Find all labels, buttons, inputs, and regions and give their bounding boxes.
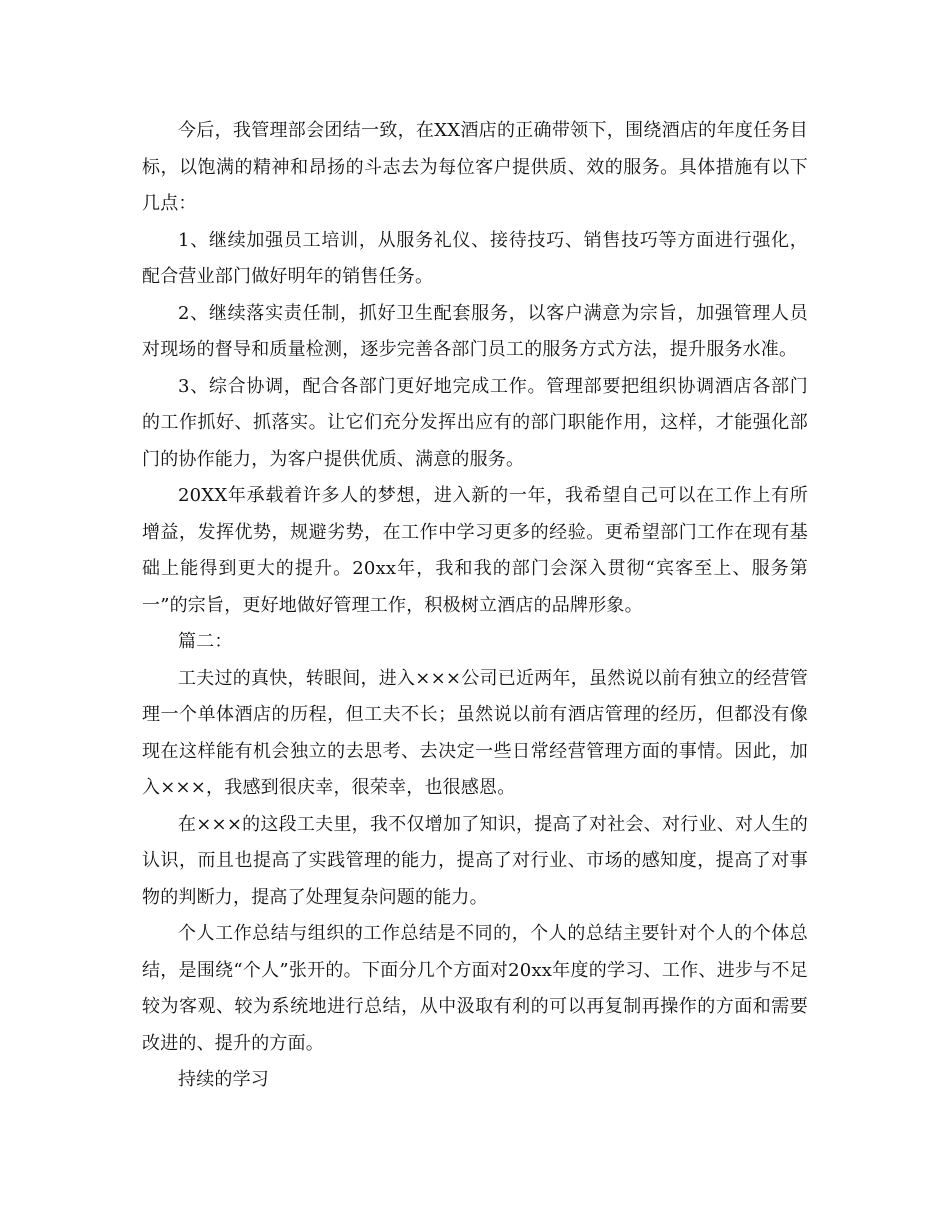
document-body [142, 113, 808, 1099]
subheading-continuous-learning: 持续的学习 [178, 1069, 269, 1090]
paragraph-measure-2: 2、继续落实责任制，抓好卫生配套服务，以客户满意为宗旨，加强管理人员对现场的督导和质量检测，逐步完善各部门员工的服务方式方法，提升服务水准。 [142, 302, 808, 360]
paragraph-measure-3: 3、综合协调，配合各部门更好地完成工作。管理部要把组织协调酒店各部门的工作抓好、抓落实。让它们充分发挥出应有的部门职能作用，这样，才能强化部门的协作能力，为客户提供优质、满意的服务。 [142, 375, 808, 470]
paragraph-intro: 今后，我管理部会团结一致，在XX酒店的正确带领下，围绕酒店的年度任务目标，以饱满的精神和昂扬的斗志去为每位客户提供质、效的服务。具体措施有以下几点： [142, 120, 808, 214]
section-heading-part-two: 篇二： [178, 631, 233, 652]
paragraph-measure-1: 1、继续加强员工培训，从服务礼仪、接待技巧、销售技巧等方面进行强化，配合营业部门做好明年的销售任务。 [142, 229, 808, 287]
paragraph-part-two-summary: 个人工作总结与组织的工作总结是不同的，个人的总结主要针对个人的个体总结，是围绕“个人”张开的。下面分几个方面对20xx年度的学习、工作、进步与不足较为客观、较为系统地进行总结，从中汲取有利的可以再复制再操作的方面和需要改进的、提升的方面。 [142, 923, 808, 1054]
paragraph-part-two-growth: 在×××的这段工夫里，我不仅增加了知识，提高了对社会、对行业、对人生的认识，而且也提高了实践管理的能力，提高了对行业、市场的感知度，提高了对事物的判断力，提高了处理复杂问题的能力。 [142, 813, 808, 908]
paragraph-outlook: 20XX年承载着许多人的梦想，进入新的一年，我希望自己可以在工作上有所增益，发挥优势，规避劣势，在工作中学习更多的经验。更希望部门工作在现有基础上能得到更大的提升。20xx年，我和我的部门会深入贯彻“宾客至上、服务第一”的宗旨，更好地做好管理工作，积极树立酒店的品牌形象。 [142, 485, 808, 616]
paragraph-part-two-intro: 工夫过的真快，转眼间，进入×××公司已近两年，虽然说以前有独立的经营管理一个单体酒店的历程，但工夫不长；虽然说以前有酒店管理的经历，但都没有像现在这样能有机会独立的去思考、去决定一些日常经营管理方面的事情。因此，加入×××，我感到很庆幸，很荣幸，也很感恩。 [142, 667, 808, 798]
